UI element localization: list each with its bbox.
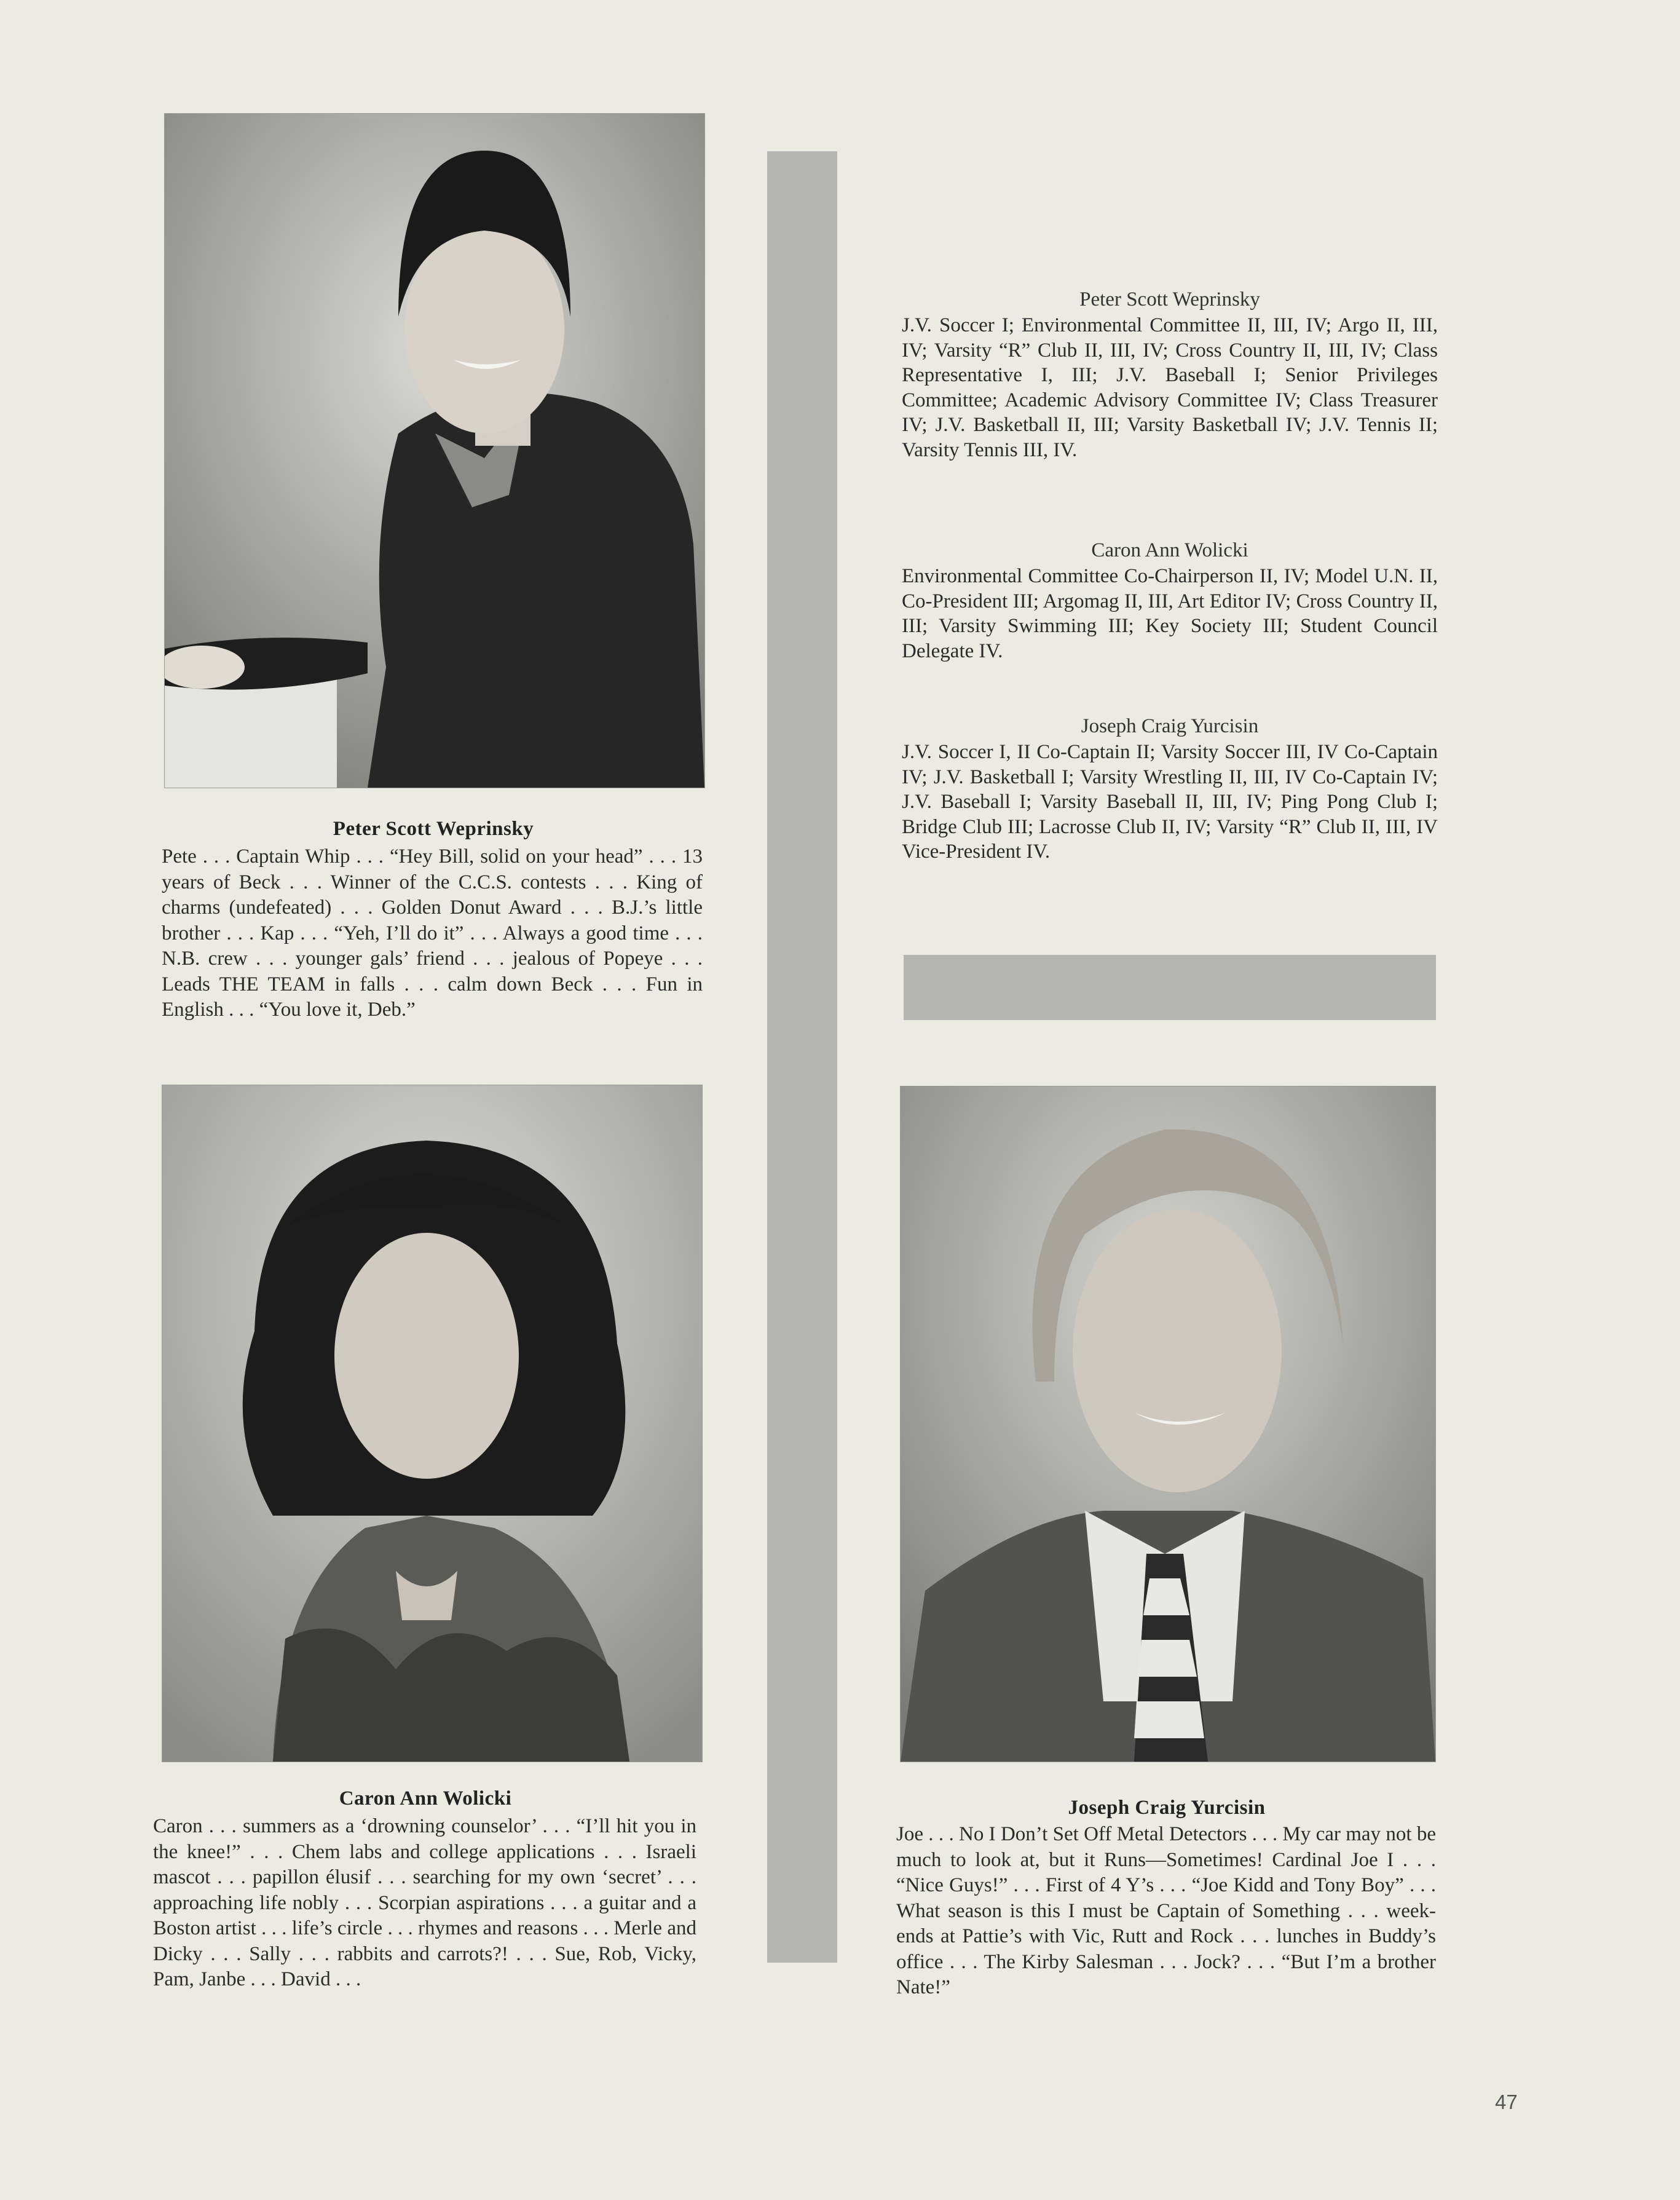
caption-text-joseph: Joe . . . No I Don’t Set Off Metal Detectors . . . My car may not be much to look at, but it Runs—Sometimes! Cardinal Joe I . . . “Nice Guys!” . . . First of 4 Y’s . . . “Joe Kidd and Tony Boy” . . . What season is this I must be Captain of Something . . . week-ends at Pattie’s with Vic, Rutt and Rock . . . lunches in Buddy’s office . . . The Kirby Salesman . . . Jock? . . . “But I’m a brother Nate!” xyxy=(896,1823,1436,1998)
caption-name-joseph: Joseph Craig Yurcisin xyxy=(1068,1797,1266,1819)
portrait-photo-joseph xyxy=(901,1086,1435,1762)
activities-text-caron: Environmental Committee Co-Chairperson II, IV; Model U.N. II, Co-President III; Argomag II, III, Art Editor IV; Cross Country II, III; Varsity Swimming III; Key Society III; Student Council Delegate IV. xyxy=(902,565,1438,662)
activities-text-joseph: J.V. Soccer I, II Co-Captain II; Varsity Soccer III, IV Co-Captain IV; J.V. Basketball I; Varsity Wrestling II, III, IV Co-Captain IV; J.V. Baseball I; Varsity Baseball II, III, IV; Ping Pong Club I; Bridge Club III; Lacrosse Club II, IV; Varsity “R” Club II, III, IV Vice-President IV. xyxy=(902,741,1438,863)
caption-text-peter: Pete . . . Captain Whip . . . “Hey Bill, solid on your head” . . . 13 years of Beck . . . Winner of the C.C.S. contests . . . King of charms (undefeated) . . . Golden Donut Award . . . B.J.’s little brother . . . Kap . . . “Yeh, I’ll do it” . . . Always a good time . . . N.B. crew . . . younger gals’ friend . . . jealous of Popeye . . . Leads THE TEAM in falls . . . calm down Beck . . . Fun in English . . . “You love it, Deb.” xyxy=(162,845,703,1021)
portrait-photo-caron xyxy=(162,1085,702,1762)
activities-name-joseph: Joseph Craig Yurcisin xyxy=(1081,715,1259,737)
portrait-photo-peter xyxy=(165,114,704,788)
caption-name-caron: Caron Ann Wolicki xyxy=(339,1787,512,1810)
page-number: 47 xyxy=(1495,2091,1518,2113)
activities-name-peter: Peter Scott Weprinsky xyxy=(1079,288,1260,311)
activities-text-peter: J.V. Soccer I; Environmental Committee II, III, IV; Argo II, III, IV; Varsity “R” Club II, III, IV; Cross Country II, III, IV; Class Representative I, III; J.V. Baseball I; Senior Privileges Committee; Academic Advisory Committee IV; Class Treasurer IV; J.V. Basketball II, III; Varsity Basketball IV; J.V. Tennis II; Varsity Tennis III, IV. xyxy=(902,314,1438,461)
activities-name-caron: Caron Ann Wolicki xyxy=(1091,539,1248,561)
caption-name-peter: Peter Scott Weprinsky xyxy=(333,818,534,840)
vertical-divider-bar xyxy=(767,151,837,1963)
caption-text-caron: Caron . . . summers as a ‘drowning counselor’ . . . “I’ll hit you in the knee!” . . . Chem labs and college applications . . . Israeli mascot . . . papillon élusif . . . searching for my own ‘secret’ . . . approaching life nobly . . . Scorpian aspirations . . . a guitar and a Boston artist . . . life’s circle . . . rhymes and reasons . . . Merle and Dicky . . . Sally . . . rabbits and carrots?! . . . Sue, Rob, Vicky, Pam, Janbe . . . David . . . xyxy=(153,1815,696,1990)
horizontal-divider-bar xyxy=(904,955,1436,1020)
